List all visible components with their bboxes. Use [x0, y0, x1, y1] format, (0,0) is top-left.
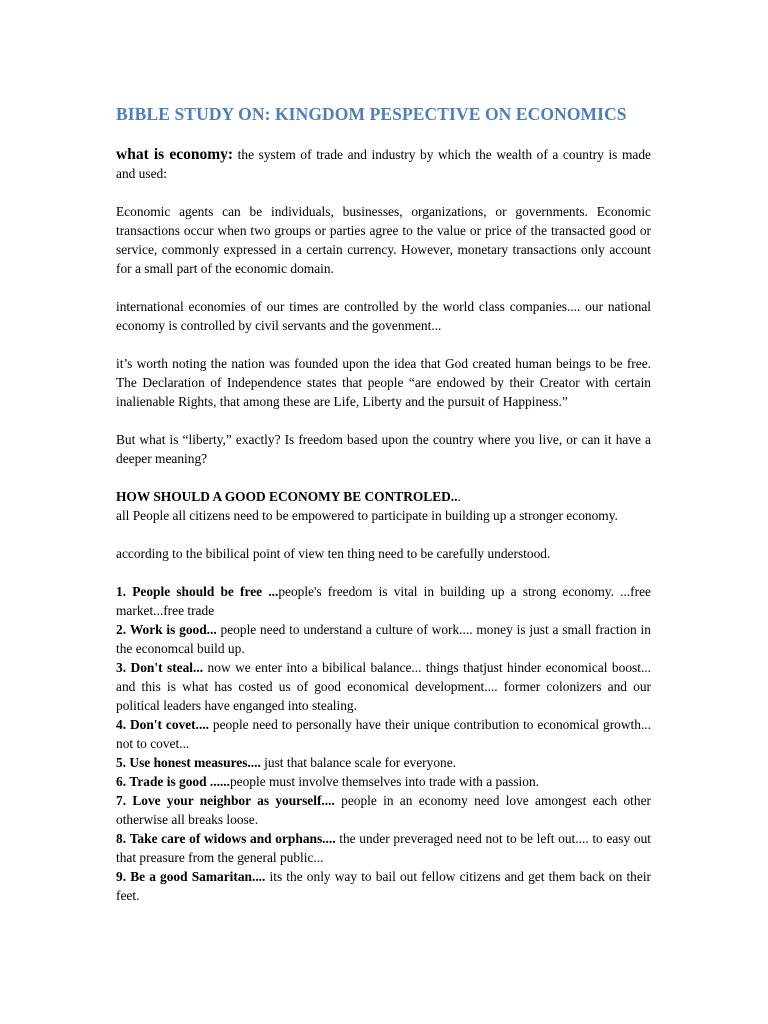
item-number: 9.	[116, 869, 127, 884]
paragraph-international-economies: international economies of our times are controlled by the world class companies.... our national economy is controlled by civil servants and the govenment...	[116, 299, 651, 333]
item-number: 2.	[116, 622, 127, 637]
section-heading	[116, 487, 651, 506]
definition-text: the system of trade and industry by which the wealth of a country is made and used:	[116, 147, 651, 181]
item-label: Love your neighbor as yourself....	[132, 793, 335, 808]
paragraph-nation-founded: it’s worth noting the nation was founded upon the idea that God created human beings to be free. The Declaration of Independence states that people “are endowed by their Creator with certain inalienable Rights, that among these are Life, Liberty and the pursuit of Happiness.”	[116, 356, 651, 409]
document-page	[116, 104, 651, 905]
item-label: Trade is good ......	[129, 774, 230, 789]
item-number: 3.	[116, 660, 127, 675]
item-label: Don't steal...	[130, 660, 204, 675]
item-number: 4.	[116, 717, 127, 732]
definition-term: what is economy:	[116, 146, 234, 163]
item-text: people in an economy need love amongest each other otherwise all breaks loose.	[116, 793, 651, 827]
item-label: Don't covet....	[129, 717, 209, 732]
paragraph-liberty: But what is “liberty,” exactly? Is freedom based upon the country where you live, or can it have a deeper meaning?	[116, 432, 651, 466]
item-label: Use honest measures....	[129, 755, 261, 770]
section-heading-text: HOW SHOULD A GOOD ECONOMY BE CONTROLED..	[116, 489, 458, 504]
item-text: now we enter into a bibilical balance... things thatjust hinder economical boost... and this is what has costed us of good economical development.... former colonizers and our political leaders have enganged into stealing.	[116, 660, 651, 713]
list-item	[116, 829, 651, 867]
section-intro: according to the bibilical point of view ten thing need to be carefully understood.	[116, 546, 551, 561]
paragraph-economic-agents: Economic agents can be individuals, businesses, organizations, or governments. Economic transactions occur when two groups or parties agree to the value or price of the transacted good or service, commonly expressed in a certain currency. However, monetary transactions only account for a small part of the economic domain.	[116, 204, 651, 276]
item-number: 6.	[116, 774, 127, 789]
list-item	[116, 658, 651, 715]
item-text: the under preveraged need not to be left out.... to easy out that preasure from the general public...	[116, 831, 651, 865]
section-subtext: all People all citizens need to be empowered to participate in building up a stronger economy.	[116, 508, 618, 523]
item-label: Take care of widows and orphans....	[129, 831, 336, 846]
list-item	[116, 582, 651, 620]
item-text: just that balance scale for everyone.	[260, 755, 457, 770]
document-title: BIBLE STUDY ON: KINGDOM PESPECTIVE ON ECONOMICS	[116, 104, 627, 124]
item-number: 5.	[116, 755, 127, 770]
item-text: people need to personally have their unique contribution to economical growth... not to covet...	[116, 717, 651, 751]
item-label: Work is good...	[129, 622, 217, 637]
item-text: its the only way to bail out fellow citizens and get them back on their feet.	[116, 869, 651, 903]
list-item	[116, 753, 651, 772]
item-label: Be a good Samaritan....	[130, 869, 266, 884]
item-number: 8.	[116, 831, 127, 846]
item-number: 7.	[116, 793, 127, 808]
item-number: 1.	[116, 584, 127, 599]
section-heading-tail: .	[457, 489, 461, 504]
list-item	[116, 772, 651, 791]
item-text: people's freedom is vital in building up a strong economy. ...free market...free trade	[116, 584, 651, 618]
list-item	[116, 715, 651, 753]
item-label: People should be free ...	[132, 584, 279, 599]
list-item	[116, 620, 651, 658]
list-item	[116, 867, 651, 905]
item-text: people must involve themselves into trade with a passion.	[229, 774, 540, 789]
list-item	[116, 791, 651, 829]
principles-list	[116, 582, 651, 905]
definition-paragraph	[116, 145, 651, 183]
item-text: people need to understand a culture of work.... money is just a small fraction in the economcal build up.	[116, 622, 651, 656]
